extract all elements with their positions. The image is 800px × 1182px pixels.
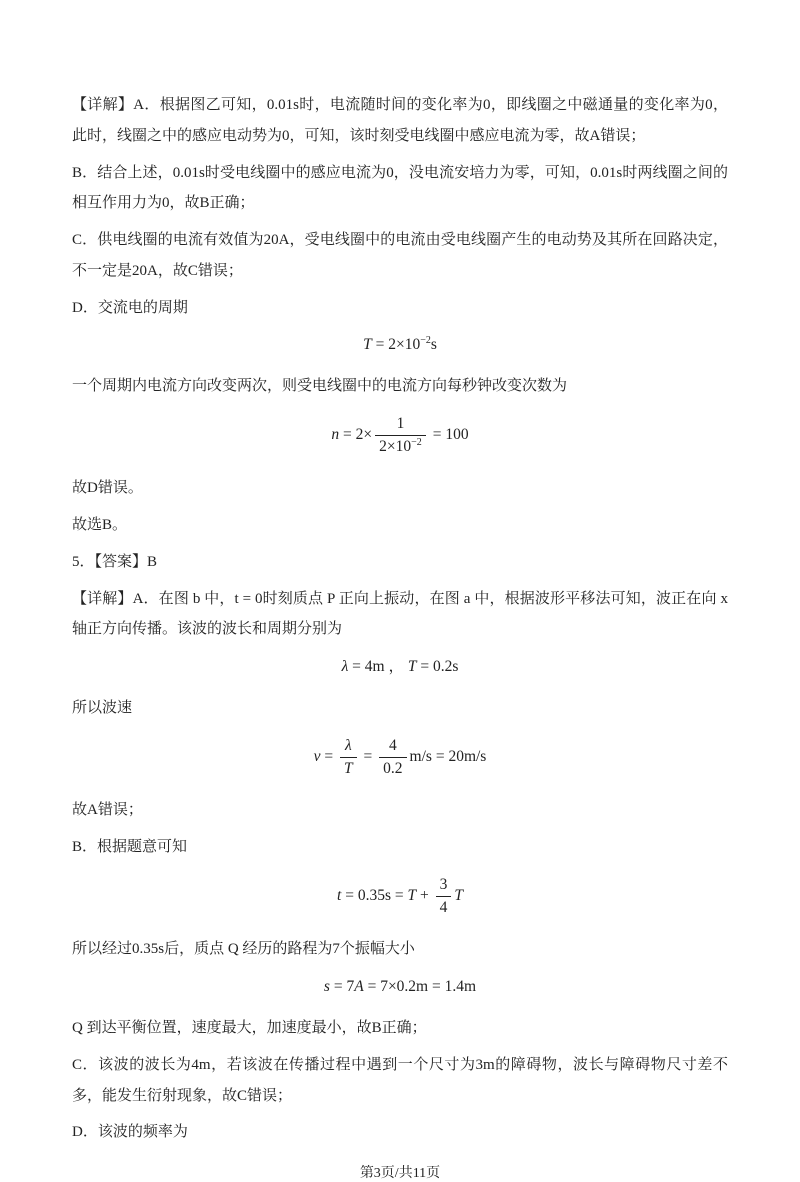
math-var-T: T (407, 887, 417, 905)
paragraph-q5-option-d: D．该波的频率为 (72, 1124, 188, 1141)
math-unit: s (430, 336, 437, 354)
paragraph-q5-speed-intro: 所以波速 (72, 700, 133, 717)
paragraph-q5-option-b: B．根据题意可知 (72, 839, 188, 856)
fraction-numerator: 4 (379, 736, 406, 758)
fraction-denominator (375, 436, 426, 457)
math-var-T: T (454, 887, 463, 905)
math-var-t: t (337, 887, 342, 905)
math-expression: 7×0.2m (380, 977, 429, 995)
math-value: 0.2s (433, 658, 459, 676)
math-var-v: v (313, 748, 321, 766)
comma-separator: ， (384, 658, 408, 676)
equals-sign: = (428, 426, 446, 444)
math-var-T: T (407, 658, 417, 676)
paragraph-q4-option-a: 【详解】A．根据图乙可知，0.01s时，电流随时间的变化率为0，即线圈之中磁通量的变化率为0，此时，线圈之中的感应电动势为0，可知，该时刻受电线圈中感应电流为零，故A错误； (72, 97, 728, 144)
fraction-denominator: 0.2 (383, 760, 403, 778)
math-value: 2×10 (379, 438, 412, 456)
fraction (340, 736, 357, 779)
math-var-T: T (363, 336, 372, 354)
equals-sign: = (359, 748, 377, 766)
formula-ac-period (72, 335, 728, 355)
equals-sign: = (341, 887, 358, 905)
fraction-numerator: 1 (375, 414, 426, 436)
math-var-s: s (323, 977, 330, 995)
math-coefficient: 2× (355, 426, 373, 444)
equals-sign: = (320, 748, 338, 766)
paragraph-q5-option-c: C．该波的波长为4m，若该波在传播过程中遇到一个尺寸为3m的障碍物，波长与障碍物尺寸差不多，能发生衍射现象，故C错误； (72, 1056, 728, 1104)
page-footer: 第3页/共11页 (359, 1166, 441, 1182)
fraction (379, 736, 406, 779)
paragraph-q4-option-d: D．交流电的周期 (72, 299, 188, 316)
equals-sign: = (339, 426, 356, 444)
paragraph-q5-path-intro: 所以经过0.35s后，质点 Q 经历的路程为7个振幅大小 (72, 941, 415, 958)
formula-wavelength-period (72, 657, 728, 677)
math-unit: m/s (409, 748, 432, 766)
paragraph-q5-option-a: 【详解】A．在图 b 中，t = 0时刻质点 P 正向上振动，在图 a 中，根据波形平移法可知，波正在向 x 轴正方向传播。该波的波长和周期分别为 (72, 590, 728, 638)
equals-sign: = (390, 887, 408, 905)
paragraph-q5-answer-header: 5．【答案】B (72, 553, 158, 570)
equals-sign: = (363, 977, 381, 995)
equals-sign: = (348, 658, 365, 676)
fraction-denominator: T (344, 760, 353, 778)
paragraph-q4-d-wrong: 故D错误。 (72, 480, 143, 497)
solution-content (72, 90, 728, 1154)
fraction-numerator: 3 (436, 875, 452, 897)
plus-sign: + (416, 887, 433, 905)
math-value: 0.35s (357, 887, 391, 905)
math-result: 100 (445, 426, 469, 444)
paragraph-q4-option-b: B．结合上述，0.01s时受电线圈中的感应电流为0，没电流安培力为零，可知，0.01s时两线圈之间的相互作用力为0，故B正确； (72, 164, 728, 212)
math-value: 4m (364, 658, 385, 676)
formula-path-length (72, 977, 728, 997)
fraction (436, 875, 452, 918)
fraction (375, 414, 426, 457)
math-var-n: n (331, 426, 340, 444)
math-var-A: A (354, 977, 364, 995)
paragraph-q5-a-wrong: 故A错误； (72, 802, 143, 819)
fraction-numerator: λ (340, 736, 357, 758)
equals-sign: = (431, 748, 449, 766)
math-coefficient: 7 (346, 977, 355, 995)
math-result: 1.4m (444, 977, 477, 995)
equals-sign: = (329, 977, 347, 995)
math-result: 20m/s (448, 748, 487, 766)
paragraph-q5-b-correct: Q 到达平衡位置，速度最大，加速度最小，故B正确； (72, 1020, 427, 1037)
paragraph-q4-answer: 故选B。 (72, 517, 128, 534)
paragraph-q4-option-c: C．供电线圈的电流有效值为20A，受电线圈中的电流由受电线圈产生的电动势及其所在回路决定，不一定是20A，故C错误； (72, 232, 728, 279)
formula-wave-speed (72, 736, 728, 779)
math-exponent: −2 (411, 437, 422, 449)
math-var-lambda: λ (341, 658, 349, 676)
formula-changes-per-second (72, 414, 728, 457)
fraction-denominator: 4 (439, 898, 448, 916)
equals-sign: = (416, 658, 433, 676)
formula-time (72, 875, 728, 918)
math-exponent: −2 (420, 335, 431, 347)
equals-sign: = (371, 336, 389, 354)
equals-sign: = (428, 977, 445, 995)
paragraph-q4-direction-change: 一个周期内电流方向改变两次，则受电线圈中的电流方向每秒钟改变次数为 (72, 378, 568, 395)
math-value: 2×10 (388, 336, 421, 354)
